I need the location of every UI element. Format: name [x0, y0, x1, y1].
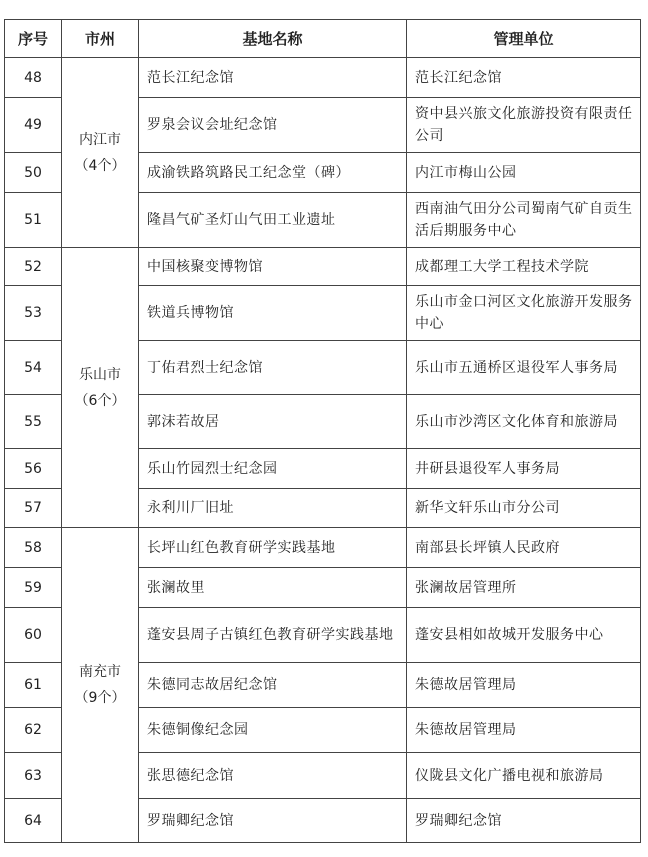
base-name-cell: 郭沫若故居	[139, 395, 407, 449]
table-row	[5, 248, 641, 286]
seq-cell: 58	[5, 528, 62, 568]
seq-cell: 49	[5, 98, 62, 153]
unit-cell: 乐山市金口河区文化旅游开发服务中心	[407, 286, 641, 341]
unit-cell: 南部县长坪镇人民政府	[407, 528, 641, 568]
unit-cell: 蓬安县相如故城开发服务中心	[407, 608, 641, 663]
city-name: 内江市	[79, 131, 121, 148]
base-name-cell: 范长江纪念馆	[139, 58, 407, 98]
unit-cell: 成都理工大学工程技术学院	[407, 248, 641, 286]
seq-cell: 57	[5, 489, 62, 528]
city-cell	[62, 58, 139, 248]
unit-cell: 仪陇县文化广播电视和旅游局	[407, 753, 641, 799]
seq-cell: 61	[5, 663, 62, 708]
seq-cell: 56	[5, 449, 62, 489]
base-name-cell: 张思德纪念馆	[139, 753, 407, 799]
unit-cell: 乐山市沙湾区文化体育和旅游局	[407, 395, 641, 449]
header-seq: 序号	[5, 20, 62, 58]
base-name-cell: 蓬安县周子古镇红色教育研学实践基地	[139, 608, 407, 663]
base-name-cell: 罗泉会议会址纪念馆	[139, 98, 407, 153]
base-name-cell: 乐山竹园烈士纪念园	[139, 449, 407, 489]
unit-cell: 罗瑞卿纪念馆	[407, 799, 641, 843]
base-name-cell: 成渝铁路筑路民工纪念堂（碑）	[139, 153, 407, 193]
seq-cell: 59	[5, 568, 62, 608]
unit-cell: 张澜故居管理所	[407, 568, 641, 608]
unit-cell: 朱德故居管理局	[407, 663, 641, 708]
seq-cell: 50	[5, 153, 62, 193]
base-name-cell: 罗瑞卿纪念馆	[139, 799, 407, 843]
base-name-cell: 隆昌气矿圣灯山气田工业遗址	[139, 193, 407, 248]
unit-cell: 西南油气田分公司蜀南气矿自贡生活后期服务中心	[407, 193, 641, 248]
header-row	[5, 20, 641, 58]
base-name-cell: 张澜故里	[139, 568, 407, 608]
unit-cell: 范长江纪念馆	[407, 58, 641, 98]
city-name: 南充市	[79, 664, 121, 680]
city-count: （9个）	[74, 690, 126, 706]
unit-cell: 井研县退役军人事务局	[407, 449, 641, 489]
city-cell	[62, 248, 139, 528]
unit-cell: 乐山市五通桥区退役军人事务局	[407, 341, 641, 395]
seq-cell: 63	[5, 753, 62, 799]
seq-cell: 53	[5, 286, 62, 341]
seq-cell: 64	[5, 799, 62, 843]
seq-cell: 60	[5, 608, 62, 663]
base-name-cell: 铁道兵博物馆	[139, 286, 407, 341]
seq-cell: 54	[5, 341, 62, 395]
seq-cell: 62	[5, 708, 62, 753]
unit-cell: 朱德故居管理局	[407, 708, 641, 753]
base-name-cell: 朱德铜像纪念园	[139, 708, 407, 753]
city-cell	[62, 528, 139, 843]
base-name-cell: 丁佑君烈士纪念馆	[139, 341, 407, 395]
seq-cell: 51	[5, 193, 62, 248]
base-list-table	[4, 19, 641, 843]
city-count: （6个）	[74, 392, 126, 409]
seq-cell: 55	[5, 395, 62, 449]
unit-cell: 新华文轩乐山市分公司	[407, 489, 641, 528]
base-name-cell: 中国核聚变博物馆	[139, 248, 407, 286]
seq-cell: 48	[5, 58, 62, 98]
base-name-cell: 永利川厂旧址	[139, 489, 407, 528]
table-row	[5, 528, 641, 568]
city-count: （4个）	[74, 157, 126, 174]
base-name-cell: 朱德同志故居纪念馆	[139, 663, 407, 708]
header-city: 市州	[62, 20, 139, 58]
unit-cell: 内江市梅山公园	[407, 153, 641, 193]
base-name-cell: 长坪山红色教育研学实践基地	[139, 528, 407, 568]
unit-cell: 资中县兴旅文化旅游投资有限责任公司	[407, 98, 641, 153]
header-base: 基地名称	[139, 20, 407, 58]
city-name: 乐山市	[79, 366, 121, 383]
table-row	[5, 58, 641, 98]
seq-cell: 52	[5, 248, 62, 286]
header-unit: 管理单位	[407, 20, 641, 58]
